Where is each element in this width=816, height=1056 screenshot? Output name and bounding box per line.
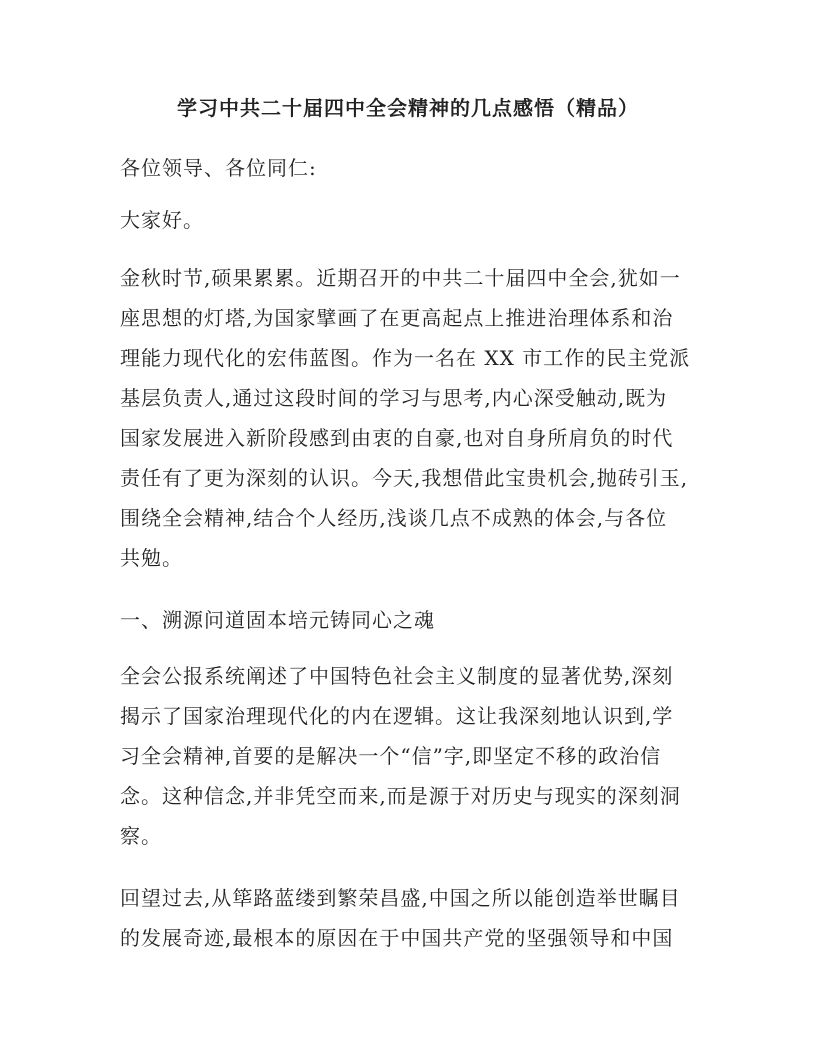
section-heading: 一、溯源问道固本培元铸同心之魂	[120, 608, 435, 632]
salutation: 各位领导、各位同仁:	[120, 156, 317, 180]
paragraph-line: 全会公报系统阐述了中国特色社会主义制度的显著优势,深刻	[120, 664, 674, 688]
paragraph-line: 察。	[120, 824, 162, 848]
paragraph-line: 责任有了更为深刻的认识。今天,我想借此宝贵机会,抛砖引玉,	[120, 466, 689, 490]
paragraph-line: 理能力现代化的宏伟蓝图。作为一名在 XX 市工作的民主党派	[120, 346, 691, 370]
greeting: 大家好。	[120, 208, 204, 232]
paragraph-line: 的发展奇迹,最根本的原因在于中国共产党的坚强领导和中国	[120, 926, 674, 950]
paragraph-line: 金秋时节,硕果累累。近期召开的中共二十届四中全会,犹如一	[120, 266, 681, 290]
section1-paragraph-1	[120, 656, 706, 856]
paragraph-line: 座思想的灯塔,为国家擘画了在更高起点上推进治理体系和治	[120, 306, 674, 330]
paragraph-line: 习全会精神,首要的是解决一个“信”字,即坚定不移的政治信	[120, 744, 662, 768]
section1-paragraph-2	[120, 878, 706, 958]
paragraph-line: 共勉。	[120, 546, 183, 570]
paragraph-line: 回望过去,从筚路蓝缕到繁荣昌盛,中国之所以能创造举世瞩目	[120, 886, 681, 910]
paragraph-line: 围绕全会精神,结合个人经历,浅谈几点不成熟的体会,与各位	[120, 506, 668, 530]
paragraph-line: 念。这种信念,并非凭空而来,而是源于对历史与现实的深刻洞	[120, 784, 681, 808]
paragraph-line: 揭示了国家治理现代化的内在逻辑。这让我深刻地认识到,学	[120, 704, 674, 728]
document-title: 学习中共二十届四中全会精神的几点感悟（精品）	[177, 96, 639, 120]
paragraph-line: 国家发展进入新阶段感到由衷的自豪,也对自身所肩负的时代	[120, 426, 674, 450]
paragraph-line: 基层负责人,通过这段时间的学习与思考,内心深受触动,既为	[120, 386, 668, 410]
intro-paragraph	[120, 258, 706, 578]
